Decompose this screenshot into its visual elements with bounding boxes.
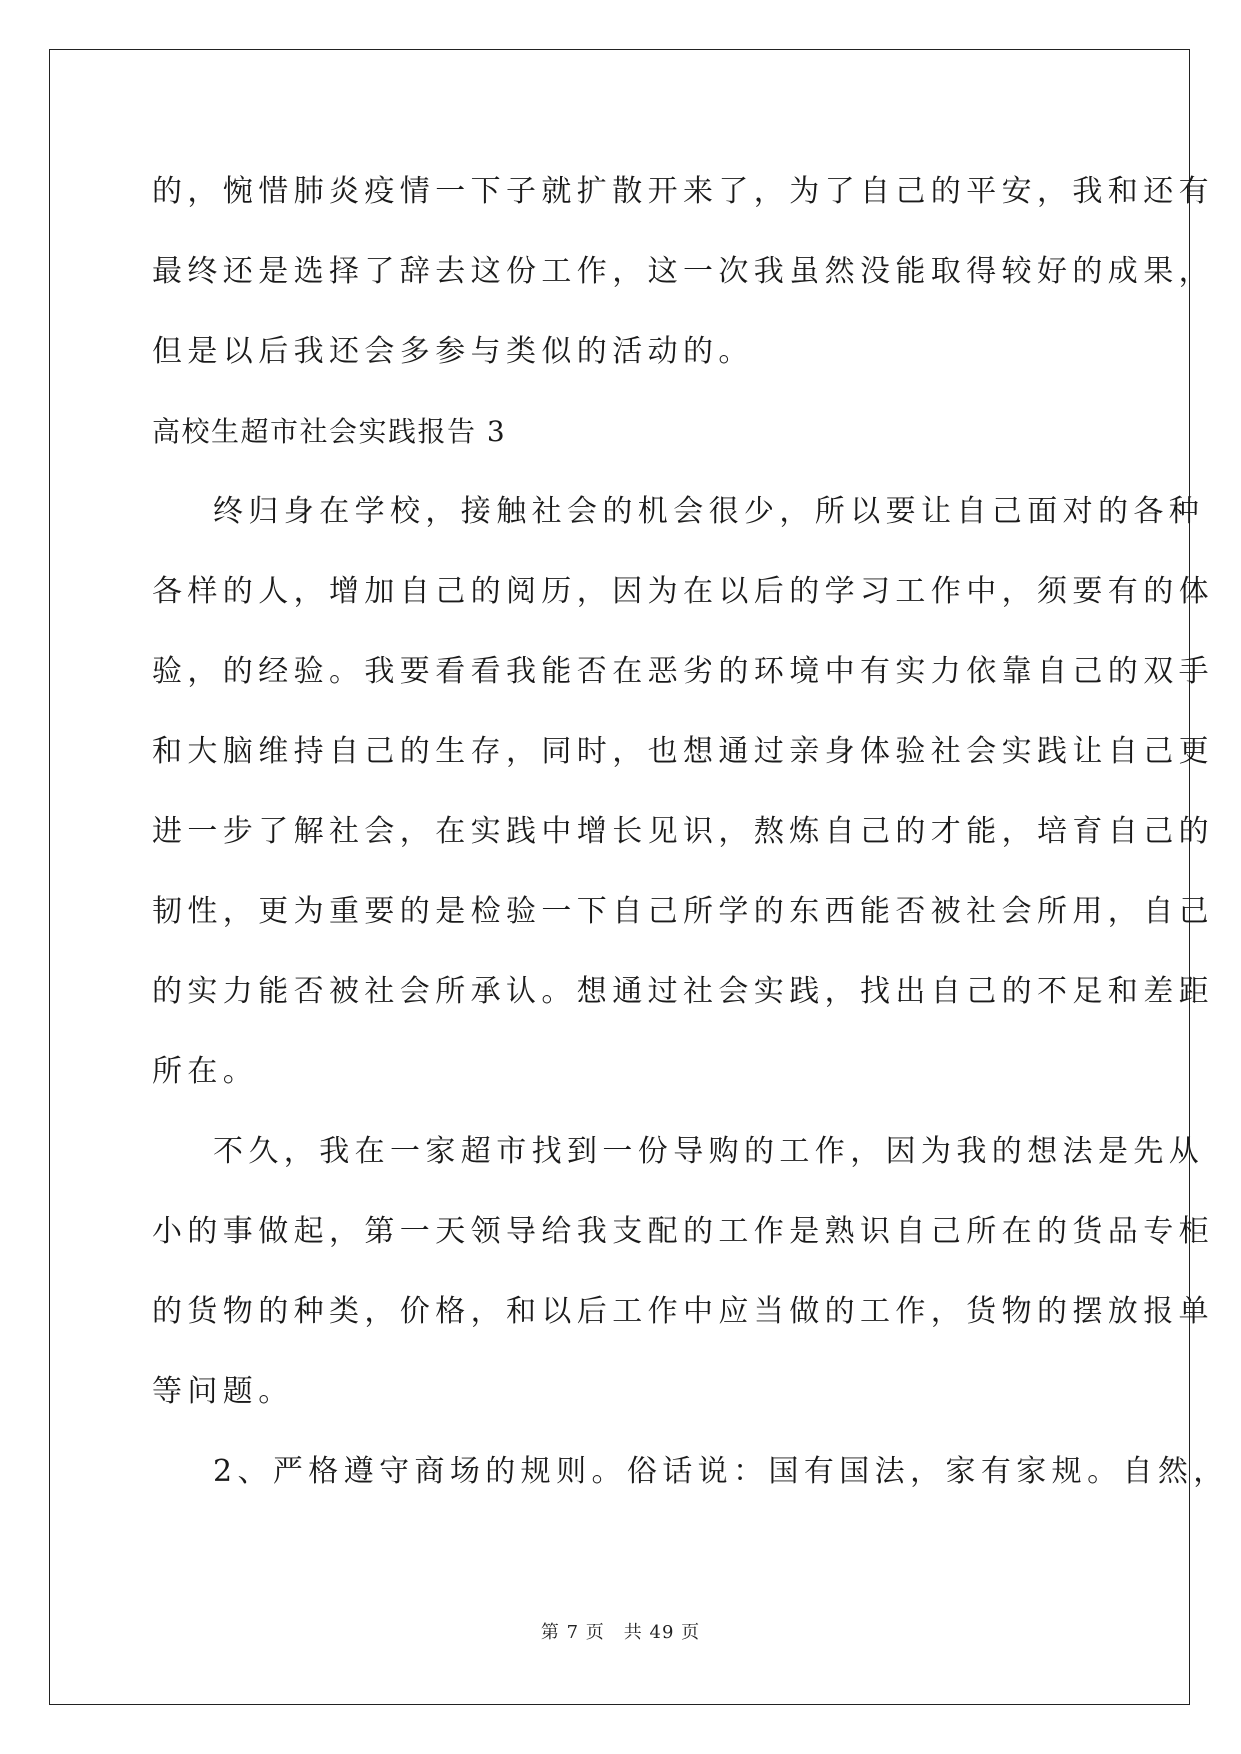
text-line-10: 韧性，更为重要的是检验一下自己所学的东西能否被社会所用，自己 xyxy=(152,894,1214,929)
text-line-9: 进一步了解社会，在实践中增长见识，熬炼自己的才能，培育自己的 xyxy=(152,814,1214,849)
text-line-6: 各样的人，增加自己的阅历，因为在以后的学习工作中，须要有的体 xyxy=(152,574,1214,609)
text-line-7: 验，的经验。我要看看我能否在恶劣的环境中有实力依靠自己的双手 xyxy=(152,654,1214,689)
text-line-15: 的货物的种类，价格，和以后工作中应当做的工作，货物的摆放报单 xyxy=(152,1294,1214,1329)
text-line-11: 的实力能否被社会所承认。想通过社会实践，找出自己的不足和差距 xyxy=(152,974,1214,1009)
text-line-12: 所在。 xyxy=(152,1054,259,1089)
page-number-footer: 第 7 页 共 49 页 xyxy=(540,1622,701,1643)
text-line-16: 等问题。 xyxy=(152,1374,294,1409)
text-line-3: 但是以后我还会多参与类似的活动的。 xyxy=(152,334,754,369)
text-line-5: 终归身在学校，接触社会的机会很少，所以要让自己面对的各种 xyxy=(213,494,1205,529)
text-line-14: 小的事做起，第一天领导给我支配的工作是熟识自己所在的货品专柜 xyxy=(152,1214,1214,1249)
text-line-8: 和大脑维持自己的生存，同时，也想通过亲身体验社会实践让自己更 xyxy=(152,734,1214,769)
section-heading: 高校生超市社会实践报告 3 xyxy=(152,415,507,448)
text-line-13: 不久，我在一家超市找到一份导购的工作，因为我的想法是先从 xyxy=(213,1134,1205,1169)
text-line-1: 的，惋惜肺炎疫情一下子就扩散开来了，为了自己的平安，我和还有 xyxy=(152,174,1214,209)
text-line-2: 最终还是选择了辞去这份工作，这一次我虽然没能取得较好的成果， xyxy=(152,254,1214,289)
text-line-17: 2、严格遵守商场的规则。俗话说：国有国法，家有家规。自然， xyxy=(213,1454,1229,1489)
